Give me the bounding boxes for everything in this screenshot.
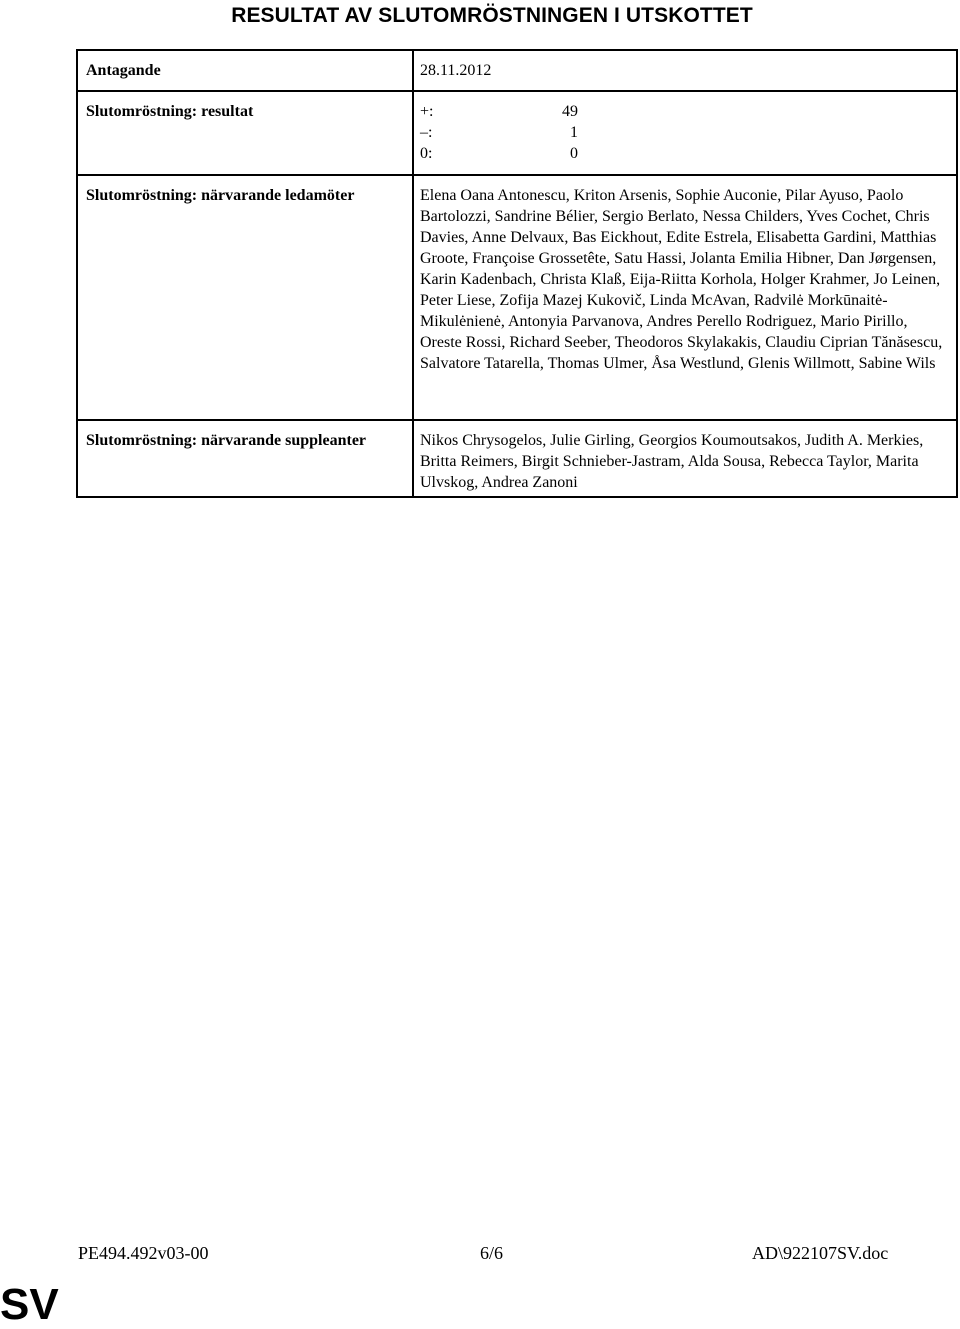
substitutes-row bbox=[77, 420, 957, 497]
footer-page-number: 6/6 bbox=[480, 1243, 504, 1263]
document-title: RESULTAT AV SLUTOMRÖSTNINGEN I UTSKOTTET bbox=[231, 4, 753, 27]
vote-against-count: 1 bbox=[570, 124, 578, 141]
members-row bbox=[77, 175, 957, 420]
adoption-date: 28.11.2012 bbox=[413, 50, 957, 91]
footer-document-name: AD\922107SV.doc bbox=[752, 1243, 889, 1263]
members-label: Slutomröstning: närvarande ledamöter bbox=[77, 175, 413, 420]
vote-result-table bbox=[76, 49, 958, 498]
adoption-label: Antagande bbox=[77, 50, 413, 91]
vote-result-values bbox=[413, 91, 957, 175]
vote-result-row bbox=[77, 91, 957, 175]
vote-against-key: –: bbox=[420, 124, 433, 141]
substitutes-names: Nikos Chrysogelos, Julie Girling, Georgios Koumoutsakos, Judith A. Merkies, Britta Reimers, Birgit Schnieber-Jastram, Alda Sousa, Rebecca Taylor, Marita Ulvskog, Andrea Zanoni bbox=[420, 432, 924, 491]
vote-for-count: 49 bbox=[562, 103, 578, 120]
language-code: SV bbox=[0, 1280, 59, 1329]
vote-abstain-line bbox=[420, 143, 950, 164]
substitutes-names-cell bbox=[413, 420, 957, 497]
vote-for-key: +: bbox=[420, 103, 434, 120]
vote-for-line bbox=[420, 101, 950, 122]
members-names: Elena Oana Antonescu, Kriton Arsenis, Sophie Auconie, Pilar Ayuso, Paolo Bartolozzi, Sandrine Bélier, Sergio Berlato, Nessa Childers, Yves Cochet, Chris Davies, Anne Delvaux, Bas Eickhout, Edite Estrela, Elisabetta Gardini, Matthias Groote, Françoise Grossetête, Satu Hassi, Jolanta Emilia Hibner, Dan Jørgensen, Karin Kadenbach, Christa Klaß, Eija-Riitta Korhola, Holger Krahmer, Jo Leinen, Peter Liese, Zofija Mazej Kukovič, Linda McAvan, Radvilė Morkūnaitė-Mikulėnienė, Antonyia Parvanova, Andres Perello Rodriguez, Mario Pirillo, Oreste Rossi, Richard Seeber, Theodoros Skylakakis, Claudiu Ciprian Tănăsescu, Salvatore Tatarella, Thomas Ulmer, Åsa Westlund, Glenis Willmott, Sabine Wils bbox=[420, 187, 943, 372]
adoption-row bbox=[77, 50, 957, 91]
vote-against-line bbox=[420, 122, 950, 143]
footer-reference: PE494.492v03-00 bbox=[78, 1243, 209, 1263]
vote-result-label: Slutomröstning: resultat bbox=[77, 91, 413, 175]
members-names-cell bbox=[413, 175, 957, 420]
substitutes-label: Slutomröstning: närvarande suppleanter bbox=[77, 420, 413, 497]
vote-abstain-key: 0: bbox=[420, 145, 433, 162]
vote-abstain-count: 0 bbox=[570, 145, 578, 162]
